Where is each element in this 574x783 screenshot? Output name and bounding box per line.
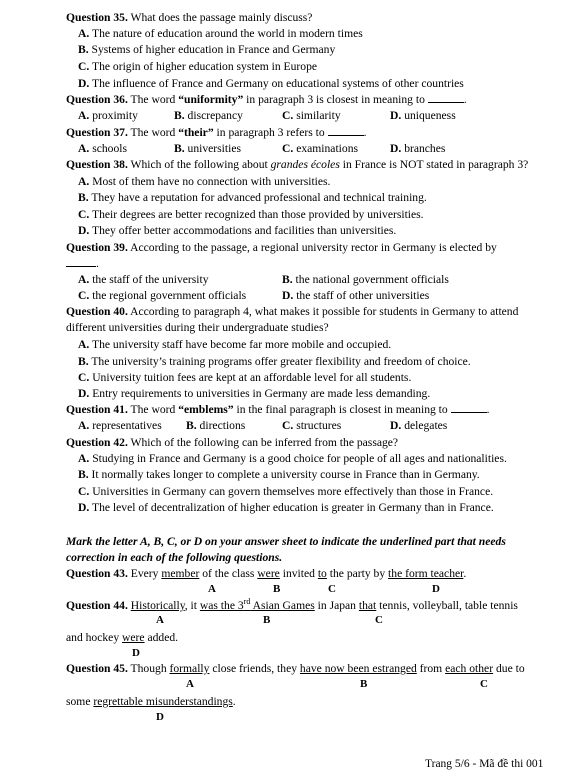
option-c: [78, 370, 550, 386]
option-text: proximity: [92, 109, 138, 122]
label-b: B: [263, 614, 271, 626]
option-d: [78, 386, 550, 402]
option-letter: A.: [78, 109, 90, 122]
answer-blank: [328, 126, 364, 136]
label-a: A: [156, 614, 164, 626]
question-number: Question 37.: [66, 126, 128, 139]
label-a: A: [208, 583, 216, 595]
question-stem: According to paragraph 4, what makes it possible for students in Germany to attend: [130, 305, 519, 318]
question-41: [66, 402, 550, 418]
question-number: Question 44.: [66, 599, 128, 612]
sentence-text: Though: [130, 662, 170, 675]
sentence-text: tennis, volleyball, table tennis: [376, 599, 518, 612]
option-letter: A.: [78, 338, 90, 351]
option-text: the regional government officials: [92, 289, 247, 302]
question-38: [66, 157, 550, 173]
highlighted-word: “emblems”: [178, 403, 234, 416]
underlined-part-b: have now been estranged: [299, 662, 417, 675]
option-text: University tuition fees are kept at an affordable level for all students.: [92, 371, 412, 384]
sentence-text: Every: [130, 567, 162, 580]
underlined-part-d: regrettable misunderstandings: [93, 695, 233, 708]
italic-term: grandes écoles: [270, 158, 340, 171]
option-text: Systems of higher education in France and Germany: [91, 43, 336, 56]
option-b: [282, 272, 449, 288]
option-a: [78, 26, 550, 42]
option-letter: A.: [78, 142, 90, 155]
answer-blank: [451, 403, 487, 413]
option-b: [174, 141, 241, 157]
question-stem: in France is NOT stated in paragraph 3?: [339, 158, 529, 171]
option-c: [282, 108, 341, 124]
option-d: [78, 76, 550, 92]
option-letter: C.: [78, 289, 90, 302]
option-d: [78, 500, 550, 516]
option-letter: D.: [390, 419, 402, 432]
option-text: The origin of higher education system in Europe: [91, 60, 318, 73]
question-stem: According to the passage, a regional university rector in Germany is elected by: [130, 241, 497, 254]
underlined-part-b: [200, 599, 315, 612]
underlined-part-a: member: [161, 567, 200, 580]
option-a: [78, 418, 162, 434]
option-text: delegates: [404, 419, 448, 432]
punctuation: .: [463, 93, 467, 106]
option-c: [78, 484, 550, 500]
option-letter: D.: [78, 387, 90, 400]
label-c: C: [328, 583, 336, 595]
page-footer: Trang 5/6 - Mã đề thi 001: [425, 758, 544, 770]
highlighted-word: “uniformity”: [178, 93, 244, 106]
option-letter: A.: [78, 175, 90, 188]
option-text: The influence of France and Germany on educational systems of other countries: [91, 77, 464, 90]
option-letter: C.: [78, 485, 90, 498]
label-b: B: [273, 583, 281, 595]
option-c: [78, 59, 550, 75]
option-letter: C.: [282, 419, 294, 432]
option-letter: C.: [78, 208, 90, 221]
underlined-part-c: each other: [445, 662, 494, 675]
option-b: [78, 190, 550, 206]
question-stem: What does the passage mainly discuss?: [130, 11, 313, 24]
option-text: examinations: [296, 142, 359, 155]
section-instruction: Mark the letter A, B, C, or D on your answer sheet to indicate the underlined part that needs: [66, 535, 506, 548]
option-text: directions: [199, 419, 246, 432]
question-45-continued: [66, 694, 550, 710]
question-39: [66, 240, 550, 256]
question-42: [66, 435, 550, 451]
option-text: Studying in France and Germany is a good choice for people of all ages and nationalities.: [92, 452, 507, 465]
option-text: branches: [404, 142, 446, 155]
option-letter: C.: [282, 142, 294, 155]
option-text: the staff of the university: [92, 273, 209, 286]
underlined-part-a: formally: [169, 662, 210, 675]
option-letter: A.: [78, 419, 90, 432]
option-a: [78, 272, 209, 288]
option-letter: B.: [78, 191, 89, 204]
option-letter: D.: [78, 77, 90, 90]
sentence-text: from: [416, 662, 446, 675]
punctuation: .: [486, 403, 490, 416]
option-c: [282, 141, 358, 157]
option-letter: D.: [390, 109, 402, 122]
option-letter: B.: [186, 419, 197, 432]
option-text: Entry requirements to universities in Germany are made less demanding.: [92, 387, 431, 400]
punctuation: .: [363, 126, 367, 139]
option-letter: D.: [78, 224, 90, 237]
underlined-text: was the 3: [199, 599, 244, 612]
option-letter: D.: [390, 142, 402, 155]
option-c: [78, 288, 246, 304]
option-text: uniqueness: [404, 109, 456, 122]
option-text: schools: [92, 142, 127, 155]
label-d: D: [132, 647, 140, 659]
option-text: It normally takes longer to complete a university course in France than in Germany.: [91, 468, 480, 481]
question-stem: Which of the following can be inferred from the passage?: [130, 436, 399, 449]
option-d: [390, 418, 447, 434]
answer-blank-line: [66, 256, 550, 272]
option-letter: C.: [78, 60, 90, 73]
underlined-part-c: to: [317, 567, 327, 580]
option-text: Their degrees are better recognized than those provided by universities.: [91, 208, 424, 221]
option-d: [390, 141, 445, 157]
option-text: Universities in Germany can govern themselves more effectively than those in France.: [92, 485, 494, 498]
question-stem: The word: [130, 403, 179, 416]
option-b: [78, 42, 550, 58]
option-b: [78, 354, 550, 370]
option-letter: A.: [78, 27, 90, 40]
underlined-part-d: the form teacher: [388, 567, 464, 580]
option-letter: B.: [174, 142, 185, 155]
question-36: [66, 92, 550, 108]
option-text: They offer better accommodations and facilities than universities.: [91, 224, 397, 237]
sentence-text: due to: [493, 662, 525, 675]
question-stem: in paragraph 3 is closest in meaning to: [243, 93, 425, 106]
option-c: [78, 207, 550, 223]
option-b: [78, 467, 550, 483]
option-letter: B.: [282, 273, 293, 286]
question-44: [66, 598, 550, 614]
underlined-part-a: Historically: [130, 599, 185, 612]
answer-blank: [66, 257, 96, 267]
question-number: Question 40.: [66, 305, 128, 318]
option-a: [78, 108, 138, 124]
label-b: B: [360, 678, 368, 690]
question-number: Question 39.: [66, 241, 128, 254]
question-35: [66, 10, 550, 26]
question-number: Question 42.: [66, 436, 128, 449]
option-text: The university staff have become far more mobile and occupied.: [91, 338, 392, 351]
option-d: [390, 108, 456, 124]
answer-blank: [428, 93, 464, 103]
option-letter: B.: [174, 109, 185, 122]
sentence-text: added.: [144, 631, 179, 644]
label-c: C: [375, 614, 383, 626]
sentence-text: in Japan: [314, 599, 359, 612]
label-a: A: [186, 678, 194, 690]
punctuation: .: [463, 567, 467, 580]
option-letter: B.: [78, 355, 89, 368]
option-d: [282, 288, 429, 304]
option-a: [78, 451, 550, 467]
option-b: [174, 108, 243, 124]
superscript: rd: [243, 597, 251, 607]
question-44-continued: [66, 630, 550, 646]
question-number: Question 35.: [66, 11, 128, 24]
underlined-part-c: that: [358, 599, 377, 612]
question-stem: The word: [130, 126, 179, 139]
question-stem: in the final paragraph is closest in meaning to: [233, 403, 448, 416]
option-text: universities: [187, 142, 241, 155]
question-stem: Which of the following about: [130, 158, 271, 171]
sentence-text: close friends, they: [209, 662, 300, 675]
question-stem: in paragraph 3 refers to: [213, 126, 325, 139]
option-letter: D.: [282, 289, 294, 302]
option-a: [78, 337, 550, 353]
punctuation: .: [232, 695, 236, 708]
sentence-text: invited: [279, 567, 318, 580]
option-letter: A.: [78, 452, 90, 465]
question-number: Question 36.: [66, 93, 128, 106]
option-text: similarity: [296, 109, 341, 122]
punctuation: .: [96, 257, 99, 270]
question-number: Question 41.: [66, 403, 128, 416]
question-stem: The word: [130, 93, 179, 106]
option-a: [78, 141, 127, 157]
option-text: The university’s training programs offer greater flexibility and freedom of choice.: [91, 355, 471, 368]
question-number: Question 45.: [66, 662, 128, 675]
label-d: D: [156, 711, 164, 723]
option-text: The level of decentralization of higher education is greater in Germany than in France.: [91, 501, 494, 514]
option-letter: C.: [78, 371, 90, 384]
option-text: discrepancy: [187, 109, 243, 122]
option-text: representatives: [92, 419, 162, 432]
label-c: C: [480, 678, 488, 690]
underlined-part-b: were: [257, 567, 280, 580]
option-d: [78, 223, 550, 239]
question-number: Question 38.: [66, 158, 128, 171]
question-37: [66, 125, 550, 141]
sentence-text: , it: [184, 599, 200, 612]
option-a: [78, 174, 550, 190]
option-text: the staff of other universities: [296, 289, 430, 302]
underlined-text: Asian Games: [250, 599, 315, 612]
option-letter: A.: [78, 273, 90, 286]
label-d: D: [432, 583, 440, 595]
sentence-text: of the class: [199, 567, 258, 580]
question-stem-continued: different universities during their undergraduate studies?: [66, 321, 329, 334]
option-b: [186, 418, 245, 434]
option-text: Most of them have no connection with universities.: [92, 175, 331, 188]
question-43: [66, 566, 550, 582]
question-40: [66, 304, 550, 320]
sentence-text: the party by: [326, 567, 389, 580]
option-text: structures: [296, 419, 342, 432]
question-45: [66, 661, 550, 677]
sentence-text: and hockey: [66, 631, 123, 644]
option-text: They have a reputation for advanced professional and technical training.: [91, 191, 427, 204]
option-c: [282, 418, 341, 434]
option-letter: B.: [78, 43, 89, 56]
option-text: the national government officials: [295, 273, 449, 286]
option-letter: B.: [78, 468, 89, 481]
section-instruction-continued: correction in each of the following questions.: [66, 551, 283, 564]
highlighted-word: “their”: [178, 126, 214, 139]
underlined-part-d: were: [122, 631, 145, 644]
option-letter: C.: [282, 109, 294, 122]
option-text: The nature of education around the world in modern times: [91, 27, 363, 40]
question-number: Question 43.: [66, 567, 128, 580]
sentence-text: some: [66, 695, 94, 708]
option-letter: D.: [78, 501, 90, 514]
